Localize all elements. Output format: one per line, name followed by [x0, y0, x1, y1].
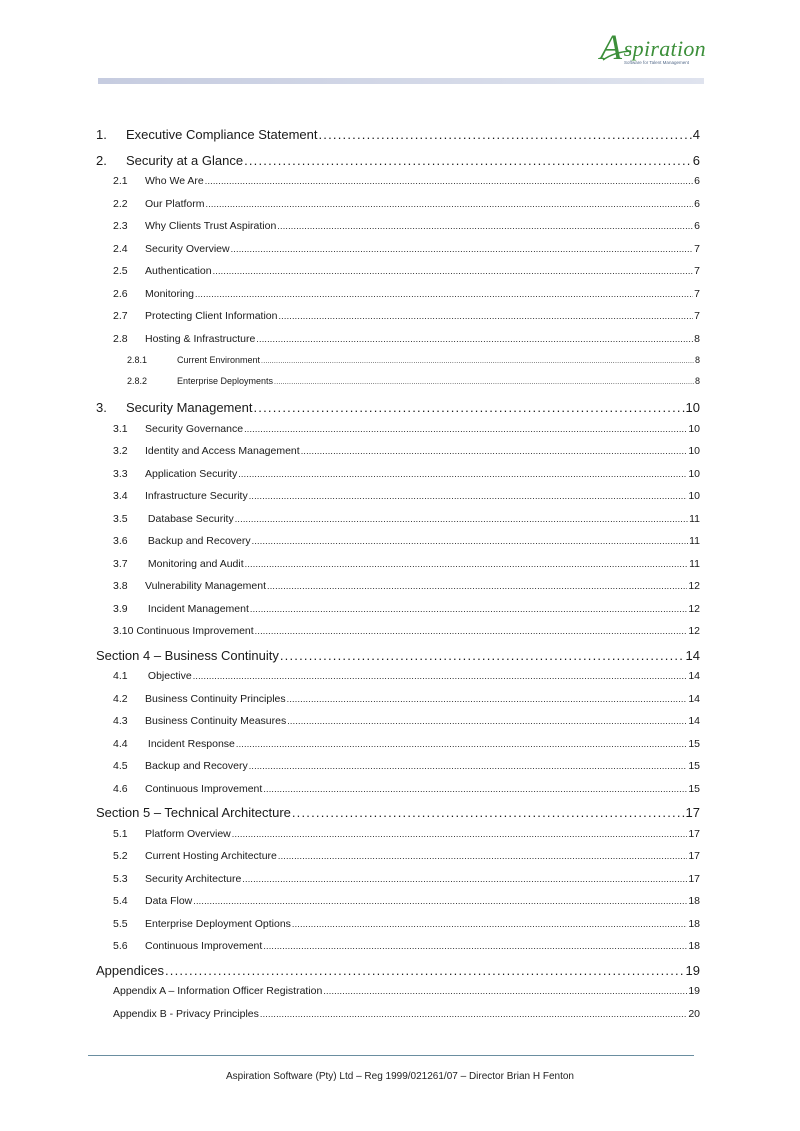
- toc-dot-leader: [260, 1009, 687, 1019]
- toc-page-number: 7: [694, 287, 700, 300]
- toc-entry-title: Application Security: [145, 467, 238, 480]
- toc-page-number: 17: [688, 827, 700, 840]
- toc-entry-title: Infrastructure Security: [145, 490, 248, 502]
- toc-dot-leader: [292, 919, 687, 929]
- toc-dot-leader: [206, 199, 694, 209]
- table-of-contents: [96, 124, 700, 1030]
- toc-entry-number: 2.3: [113, 220, 128, 232]
- toc-page-number: 6: [694, 220, 700, 232]
- toc-dot-leader: [263, 784, 687, 794]
- toc-entry-title: Current Environment: [177, 355, 261, 365]
- toc-entry[interactable]: [96, 150, 700, 176]
- toc-entry[interactable]: [96, 220, 700, 243]
- toc-dot-leader: [250, 604, 687, 614]
- toc-page-number: 14: [688, 670, 700, 682]
- toc-entry[interactable]: [96, 603, 700, 626]
- toc-entry-title: Business Continuity Measures: [145, 715, 287, 727]
- toc-entry[interactable]: [96, 468, 700, 491]
- toc-entry[interactable]: [96, 805, 700, 828]
- toc-page-number: 7: [694, 265, 700, 277]
- toc-dot-leader: [252, 536, 688, 546]
- toc-entry-number: 3.: [96, 400, 107, 415]
- toc-entry-title: Vulnerability Management: [145, 580, 267, 592]
- header-divider: [98, 78, 704, 84]
- toc-page-number: 18: [688, 940, 700, 952]
- toc-entry[interactable]: [96, 265, 700, 288]
- toc-dot-leader: [292, 805, 685, 820]
- toc-entry[interactable]: [96, 1008, 700, 1031]
- toc-entry-title: Enterprise Deployment Options: [145, 917, 291, 930]
- toc-entry[interactable]: [96, 513, 700, 536]
- toc-entry-title: Authentication: [145, 265, 212, 277]
- aspiration-logo: [600, 27, 710, 70]
- toc-entry-number: 4.6: [113, 782, 128, 795]
- toc-entry-title: Enterprise Deployments: [177, 376, 274, 386]
- toc-entry-number: 4.4: [113, 737, 128, 750]
- toc-entry-number: 3.2: [113, 445, 128, 457]
- toc-entry-number: 2.7: [113, 310, 128, 322]
- footer-text: Aspiration Software (Pty) Ltd – Reg 1999/021261/07 – Director Brian H Fenton: [226, 1071, 574, 1082]
- toc-page-number: 8: [694, 355, 700, 365]
- toc-entry-number: 2.8.1: [127, 355, 148, 365]
- toc-entry-number: 2.8.2: [127, 376, 148, 386]
- toc-page-number: 19: [688, 985, 700, 997]
- toc-dot-leader: [193, 671, 688, 681]
- toc-dot-leader: [256, 334, 693, 344]
- toc-entry-number: 2.5: [113, 265, 128, 277]
- toc-dot-leader: [263, 941, 687, 951]
- toc-entry-number: 3.7: [113, 557, 128, 570]
- toc-page-number: 18: [688, 917, 700, 930]
- toc-entry-title: Appendix A – Information Officer Registration: [113, 985, 323, 997]
- toc-entry-number: 5.6: [113, 940, 128, 952]
- toc-entry-title: Backup and Recovery: [145, 760, 248, 772]
- toc-dot-leader: [232, 829, 688, 839]
- toc-dot-leader: [245, 559, 688, 569]
- toc-dot-leader: [236, 739, 687, 749]
- toc-page-number: 7: [694, 310, 700, 322]
- toc-entry[interactable]: [96, 760, 700, 783]
- toc-entry-title: Executive Compliance Statement: [126, 127, 318, 142]
- toc-page-number: 10: [688, 490, 700, 502]
- toc-dot-leader: [213, 266, 694, 276]
- toc-entry-number: 4.3: [113, 715, 128, 727]
- toc-entry-number: 5.5: [113, 917, 128, 930]
- toc-entry[interactable]: [96, 490, 700, 513]
- toc-entry-title: Security Architecture: [145, 872, 242, 885]
- toc-entry-number: 2.: [96, 152, 107, 168]
- toc-entry[interactable]: [96, 963, 700, 986]
- toc-dot-leader: [244, 153, 692, 168]
- toc-entry-number: 2.6: [113, 287, 128, 300]
- toc-entry[interactable]: [96, 124, 700, 150]
- toc-dot-leader: [287, 694, 688, 704]
- toc-dot-leader: [249, 761, 688, 771]
- logo-letter: A: [600, 27, 622, 67]
- toc-dot-leader: [255, 626, 688, 636]
- toc-entry-title: Who We Are: [145, 175, 204, 187]
- toc-entry-title: Business Continuity Principles: [145, 692, 286, 705]
- toc-dot-leader: [323, 986, 687, 996]
- toc-entry[interactable]: [96, 625, 700, 648]
- toc-entry-number: 3.4: [113, 490, 128, 502]
- toc-page-number: 14: [688, 715, 700, 727]
- toc-entry[interactable]: [96, 873, 700, 896]
- toc-entry-title: Security Management: [126, 400, 253, 415]
- toc-page-number: 18: [688, 895, 700, 907]
- toc-entry[interactable]: [96, 397, 700, 423]
- toc-entry-title: Appendix B - Privacy Principles: [113, 1007, 259, 1020]
- toc-page-number: 7: [694, 242, 700, 255]
- toc-entry[interactable]: [96, 423, 700, 446]
- toc-page-number: 10: [688, 445, 700, 457]
- toc-page-number: 10: [688, 467, 700, 480]
- toc-entry[interactable]: [96, 198, 700, 221]
- toc-entry-number: 2.2: [113, 197, 128, 210]
- toc-entry-title: Security Governance: [145, 422, 244, 435]
- toc-dot-leader: [287, 716, 687, 726]
- toc-page-number: 10: [685, 400, 700, 415]
- toc-entry[interactable]: [96, 985, 700, 1008]
- toc-entry[interactable]: [96, 828, 700, 851]
- toc-dot-leader: [165, 963, 685, 978]
- toc-entry-title: Backup and Recovery: [145, 535, 251, 547]
- toc-page-number: 17: [688, 872, 700, 885]
- toc-entry[interactable]: [96, 918, 700, 941]
- toc-entry-number: 5.1: [113, 827, 128, 840]
- toc-dot-leader: [278, 311, 693, 321]
- toc-entry[interactable]: [96, 175, 700, 198]
- toc-entry-title: Continuous Improvement: [145, 782, 263, 795]
- toc-page-number: 14: [688, 692, 700, 705]
- toc-page-number: 15: [688, 737, 700, 750]
- toc-entry-title: Section 4 – Business Continuity: [96, 647, 279, 663]
- toc-entry-title: Current Hosting Architecture: [145, 850, 277, 862]
- toc-entry-title: Monitoring: [145, 287, 195, 300]
- toc-entry[interactable]: [96, 333, 700, 356]
- toc-page-number: 17: [688, 850, 700, 862]
- toc-page-number: 14: [685, 647, 700, 663]
- toc-entry[interactable]: [96, 288, 700, 311]
- toc-entry-title: Database Security: [145, 512, 234, 525]
- toc-entry[interactable]: [96, 355, 700, 376]
- toc-entry[interactable]: [96, 648, 700, 671]
- toc-dot-leader: [195, 289, 693, 299]
- toc-page-number: 6: [694, 175, 700, 187]
- toc-entry[interactable]: [96, 376, 700, 397]
- toc-page-number: 12: [688, 580, 700, 592]
- toc-entry[interactable]: [96, 783, 700, 806]
- toc-dot-leader: [277, 221, 693, 231]
- toc-entry-title: Our Platform: [145, 197, 205, 210]
- toc-entry-number: 4.5: [113, 760, 128, 772]
- toc-dot-leader: [205, 176, 693, 186]
- toc-entry-title: Section 5 – Technical Architecture: [96, 805, 291, 820]
- toc-page-number: 11: [689, 557, 700, 570]
- toc-entry[interactable]: [96, 940, 700, 963]
- toc-entry-number: 3.3: [113, 467, 128, 480]
- toc-dot-leader: [242, 874, 687, 884]
- toc-entry-title: Hosting & Infrastructure: [145, 332, 256, 345]
- toc-dot-leader: [249, 491, 688, 501]
- toc-entry[interactable]: [96, 850, 700, 873]
- toc-entry-number: 4.2: [113, 692, 128, 705]
- toc-entry[interactable]: [96, 580, 700, 603]
- toc-dot-leader: [231, 244, 694, 254]
- toc-entry-title: Monitoring and Audit: [145, 557, 244, 570]
- toc-page-number: 20: [688, 1007, 700, 1020]
- toc-dot-leader: [278, 851, 687, 861]
- footer-divider: [88, 1055, 694, 1056]
- toc-entry-number: 5.2: [113, 850, 128, 862]
- toc-page-number: 11: [689, 512, 700, 525]
- toc-entry[interactable]: [96, 445, 700, 468]
- toc-page-number: 12: [688, 625, 700, 637]
- toc-entry-title: Security at a Glance: [126, 152, 244, 168]
- toc-page-number: 10: [688, 422, 700, 435]
- toc-entry-title: Incident Management: [145, 602, 249, 615]
- toc-entry-number: 2.8: [113, 332, 128, 345]
- toc-entry-number: 5.3: [113, 872, 128, 885]
- toc-page-number: 12: [688, 602, 700, 615]
- toc-dot-leader: [301, 446, 688, 456]
- toc-entry[interactable]: [96, 243, 700, 266]
- toc-entry-title: Incident Response: [145, 737, 235, 750]
- toc-page-number: 15: [688, 760, 700, 772]
- toc-entry[interactable]: [96, 895, 700, 918]
- toc-entry[interactable]: [96, 738, 700, 761]
- toc-dot-leader: [318, 127, 691, 142]
- toc-dot-leader: [261, 358, 694, 365]
- toc-entry-number: 2.1: [113, 175, 128, 187]
- toc-entry-number: 5.4: [113, 895, 128, 907]
- toc-dot-leader: [238, 469, 687, 479]
- toc-page-number: 11: [689, 535, 700, 547]
- toc-entry-number: 3.5: [113, 512, 128, 525]
- toc-dot-leader: [267, 581, 687, 591]
- toc-entry-title: Security Overview: [145, 242, 230, 255]
- toc-page-number: 6: [692, 152, 700, 168]
- toc-entry[interactable]: [96, 715, 700, 738]
- toc-entry-title: Identity and Access Management: [145, 445, 300, 457]
- toc-entry-number: 1.: [96, 127, 107, 142]
- toc-entry-title: Appendices: [96, 962, 164, 978]
- toc-dot-leader: [274, 379, 694, 386]
- toc-entry-number: 3.9: [113, 602, 128, 615]
- toc-entry-title: Continuous Improvement: [145, 940, 263, 952]
- toc-page-number: 15: [688, 782, 700, 795]
- toc-dot-leader: [280, 648, 685, 663]
- toc-entry[interactable]: [96, 693, 700, 716]
- toc-page-number: 8: [694, 332, 700, 345]
- toc-entry-number: 4.1: [113, 670, 128, 682]
- toc-entry-title: Data Flow: [145, 895, 193, 907]
- toc-dot-leader: [244, 424, 687, 434]
- toc-entry-title: 3.10 Continuous Improvement: [113, 625, 254, 637]
- toc-entry-number: 2.4: [113, 242, 128, 255]
- toc-entry-number: 3.1: [113, 422, 128, 435]
- toc-entry-title: Protecting Client Information: [145, 310, 278, 322]
- toc-page-number: 4: [692, 127, 700, 142]
- toc-entry-number: 3.8: [113, 580, 128, 592]
- toc-page-number: 8: [694, 376, 700, 386]
- toc-dot-leader: [193, 896, 687, 906]
- toc-dot-leader: [253, 400, 684, 415]
- toc-page-number: 19: [685, 962, 700, 978]
- logo-tagline: Software for Talent Management: [624, 60, 689, 65]
- toc-entry-number: 3.6: [113, 535, 128, 547]
- toc-entry[interactable]: [96, 310, 700, 333]
- toc-page-number: 17: [685, 805, 700, 820]
- toc-entry-title: Objective: [145, 670, 192, 682]
- logo-wordmark: spiration: [618, 36, 706, 61]
- toc-dot-leader: [235, 514, 688, 524]
- toc-entry-title: Platform Overview: [145, 827, 231, 840]
- toc-page-number: 6: [694, 197, 700, 210]
- toc-entry[interactable]: [96, 535, 700, 558]
- toc-entry[interactable]: [96, 670, 700, 693]
- toc-entry-title: Why Clients Trust Aspiration: [145, 220, 277, 232]
- toc-entry[interactable]: [96, 558, 700, 581]
